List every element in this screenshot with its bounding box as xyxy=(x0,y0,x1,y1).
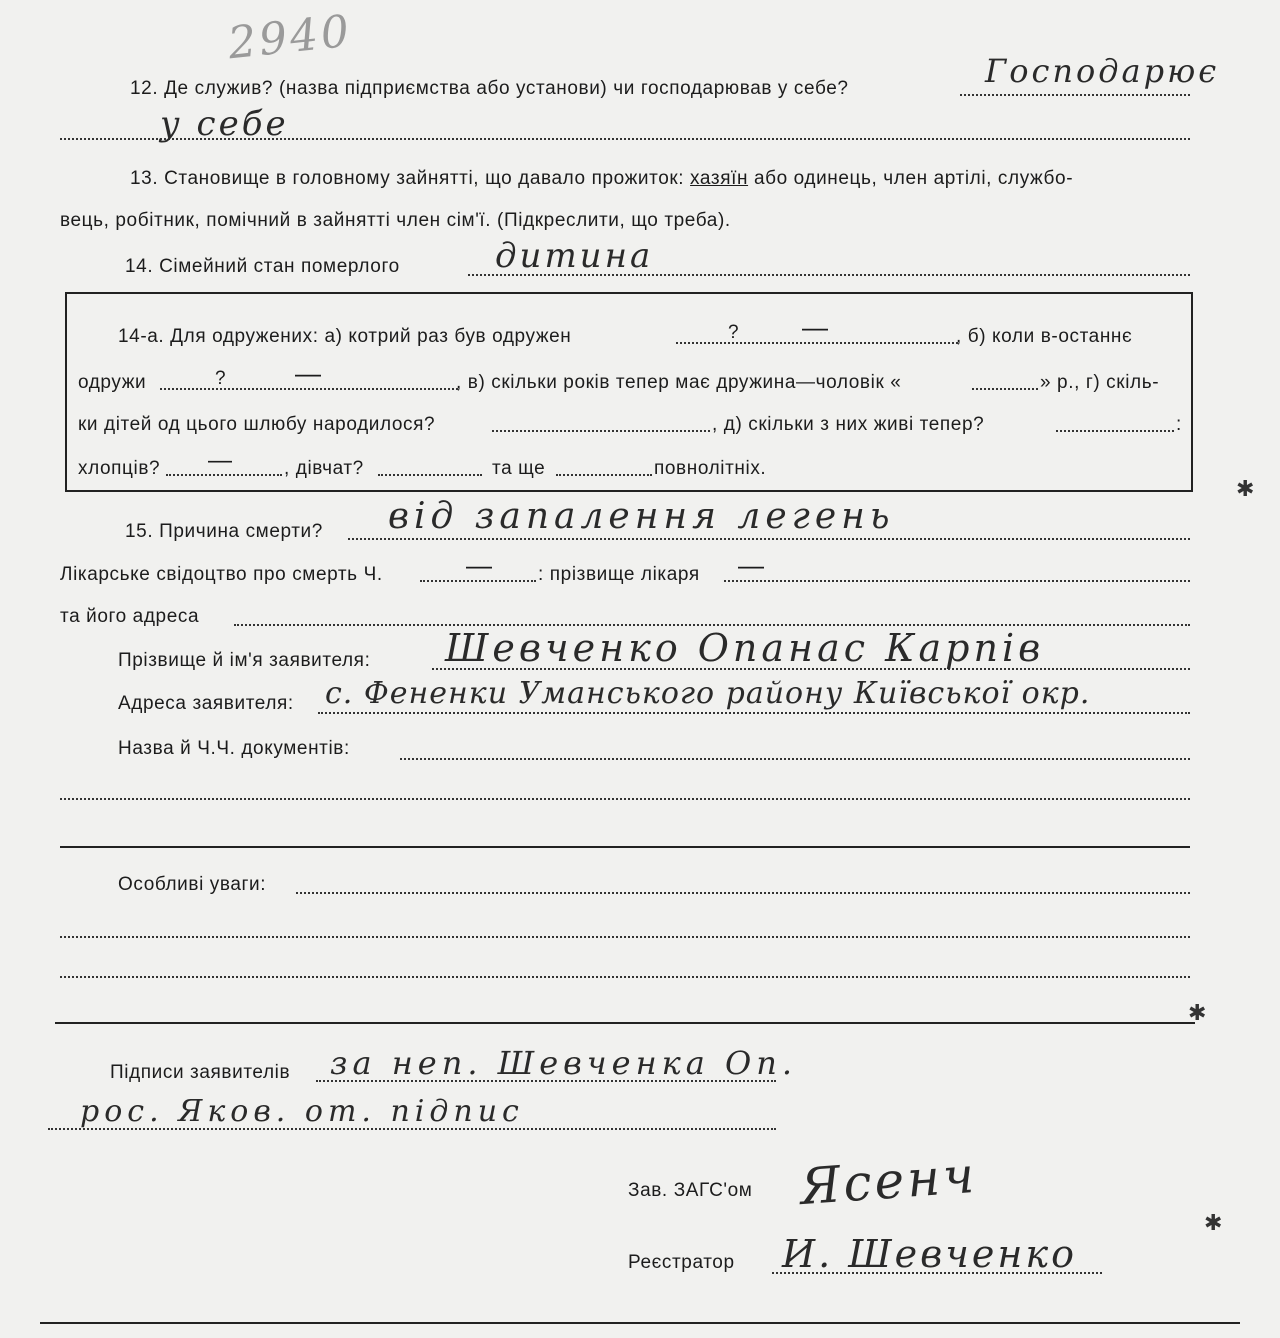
q14a-boys-blank xyxy=(166,474,282,476)
notes-line-3 xyxy=(60,976,1190,978)
q14a-line-1a: 14-а. Для одружених: а) котрий раз був одружен xyxy=(118,326,572,347)
q13-suffix: або одинець, член артілі, службо- xyxy=(753,168,1074,189)
q14a-line-4d: повнолітніх. xyxy=(654,458,767,479)
doctor-dash-2: — xyxy=(738,550,765,580)
registrar-label: Реєстратор xyxy=(628,1252,735,1273)
q14a-line-4a: хлопців? xyxy=(78,458,161,479)
q14a-girls-blank xyxy=(378,474,482,476)
applicant-address-label: Адреса заявителя: xyxy=(118,693,294,714)
applicant-name-label: Прізвище й ім'я заявителя: xyxy=(118,650,371,671)
q14a-dash-2: — xyxy=(295,358,322,388)
documents-line-2 xyxy=(60,798,1190,800)
q14a-wife-age-blank xyxy=(972,388,1038,390)
q14a-line-2-blank xyxy=(160,388,458,390)
q14a-line-1-blank xyxy=(676,342,958,344)
archive-mark: 2940 xyxy=(225,5,355,70)
q13-line-1 xyxy=(130,168,1073,190)
doctor-label-b: : прізвище лікаря xyxy=(538,564,700,585)
applicant-address-line xyxy=(318,712,1190,714)
notes-line-1 xyxy=(296,892,1190,894)
q14a-line-4c: та ще xyxy=(492,458,546,479)
q14a-line-2a: одружи xyxy=(78,372,147,393)
doctor-label-a: Лікарське свідоцтво про смерть Ч. xyxy=(60,564,383,585)
margin-mark-icon: ✱ xyxy=(1204,1210,1223,1235)
q14a-line-1b: , б) коли в-останнє xyxy=(956,326,1133,347)
q14a-line-4b: , дівчат? xyxy=(284,458,364,479)
q12-answer-1: Господарює xyxy=(985,52,1220,90)
q14a-alive-blank xyxy=(1056,430,1174,432)
signatures-value-2: рос. Яков. от. підпис xyxy=(80,1094,524,1129)
doctor-address-label: та його адреса xyxy=(60,606,200,627)
q14a-qmark-2: ? xyxy=(215,368,227,389)
q13-prefix: 13. Становище в головному зайнятті, що давало прожиток: xyxy=(130,168,685,189)
notes-line-2 xyxy=(60,936,1190,938)
q12-answer-2: у себе xyxy=(160,104,289,144)
q13-line-2: вець, робітник, помічний в зайнятті член сім'ї. (Підкреслити, що треба). xyxy=(60,210,731,231)
registrar-signature: И. Шевченко xyxy=(782,1232,1077,1276)
q14a-line-3a: ки дітей од цього шлюбу народилося? xyxy=(78,414,436,435)
q12-label: 12. Де служив? (назва підприємства або установи) чи господарював у себе? xyxy=(130,78,849,99)
bottom-edge-line xyxy=(40,1322,1240,1324)
zags-label: Зав. ЗАГС'ом xyxy=(628,1180,753,1201)
applicant-name-value: Шевченко Опанас Карпів xyxy=(445,626,1045,670)
signatures-label: Підписи заявителів xyxy=(110,1062,291,1083)
doctor-dash-1: — xyxy=(466,550,493,580)
q14a-line-3b: , д) скільки з них живі тепер? xyxy=(712,414,985,435)
q15-answer: від запалення легень xyxy=(388,496,895,537)
q15-label: 15. Причина смерти? xyxy=(125,521,323,542)
q15-line xyxy=(348,538,1190,540)
doctor-number-blank xyxy=(420,580,536,582)
documents-line-1 xyxy=(400,758,1190,760)
q14a-line-2c: » р., г) скіль- xyxy=(1040,372,1160,393)
q14a-colon: : xyxy=(1176,414,1182,435)
margin-mark-icon: ✱ xyxy=(1236,476,1255,501)
q14a-line-2b: , в) скільки років тепер має дружина—чоловік « xyxy=(456,372,902,393)
signatures-value-1: за неп. Шевченка Оп. xyxy=(330,1044,798,1082)
q13-selected-option: хазяїн xyxy=(690,168,749,189)
section-divider-2 xyxy=(55,1022,1195,1024)
notes-label: Особливі уваги: xyxy=(118,874,267,895)
q14-answer: дитина xyxy=(495,236,654,276)
q14a-qmark-1: ? xyxy=(728,322,740,343)
q14a-adults-blank xyxy=(556,474,652,476)
q14a-dash-1: — xyxy=(802,312,829,342)
doctor-name-blank xyxy=(724,580,1190,582)
q14a-dash-4: — xyxy=(208,447,233,474)
q12-line-1 xyxy=(960,94,1190,96)
applicant-address-value: с. Фененки Уманського району Київської окр. xyxy=(325,676,1091,711)
zags-signature: Ясенч xyxy=(798,1145,979,1217)
q14a-children-blank xyxy=(492,430,710,432)
q14-label: 14. Сімейний стан померлого xyxy=(125,256,400,277)
margin-mark-icon: ✱ xyxy=(1188,1000,1207,1025)
section-divider-1 xyxy=(60,846,1190,848)
documents-label: Назва й Ч.Ч. документів: xyxy=(118,738,350,759)
